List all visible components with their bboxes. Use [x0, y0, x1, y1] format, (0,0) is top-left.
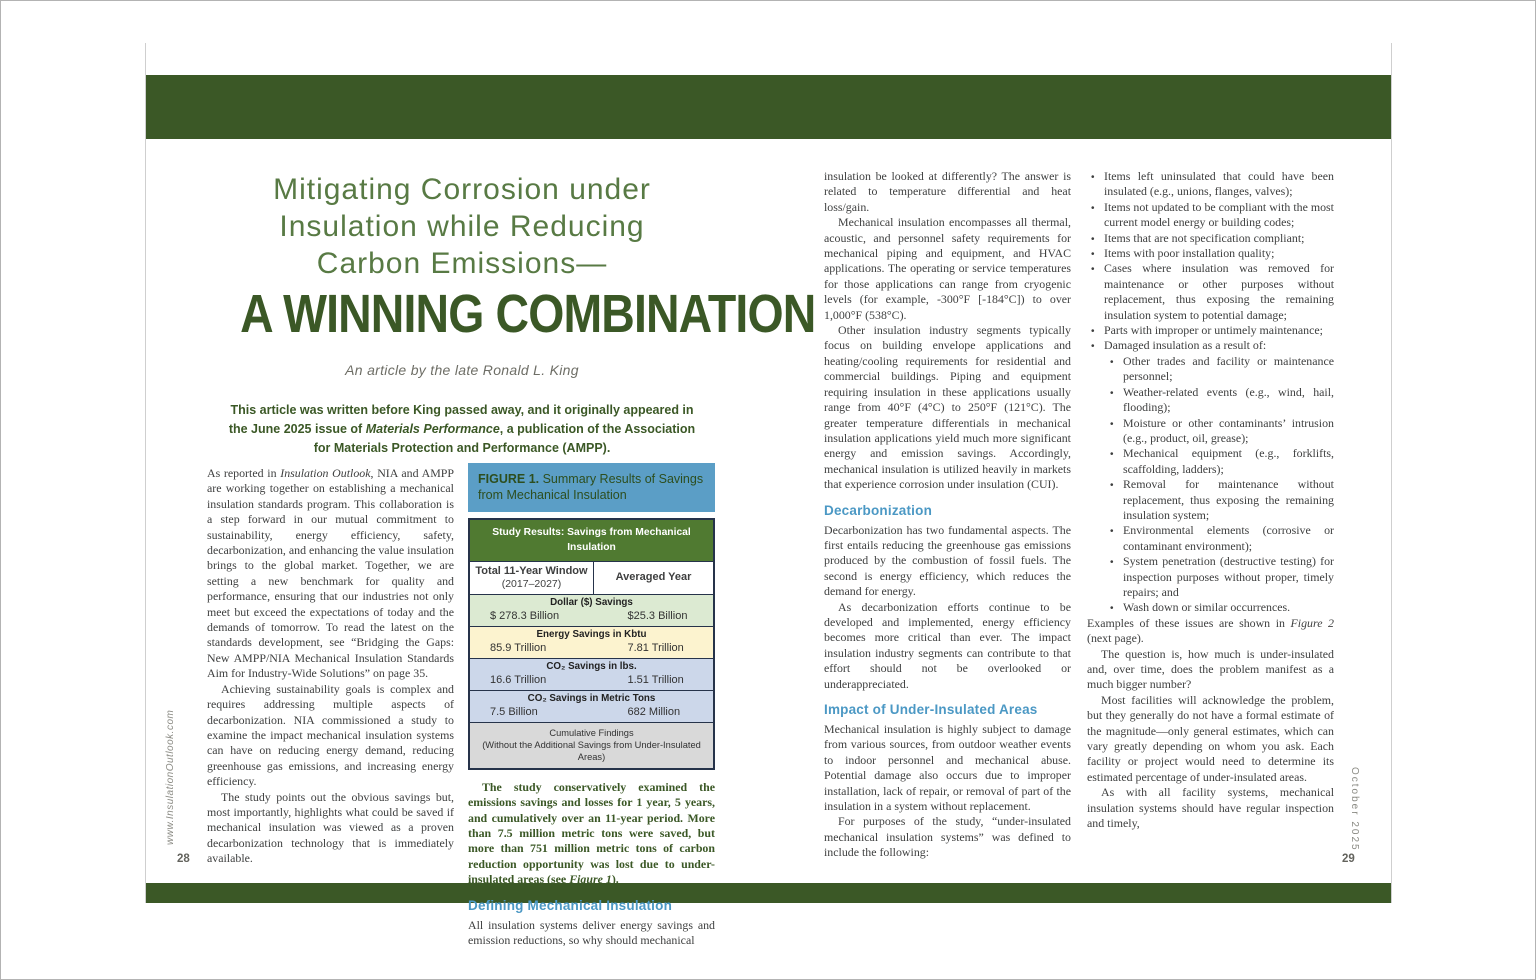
table-section-label: CO₂ Savings in Metric Tons [527, 692, 656, 704]
table-value-averaged-year: 1.51 Trillion [627, 673, 684, 686]
bottom-green-band [146, 883, 1391, 903]
sub-list-item: • Mechanical equipment (e.g., forklifts, scaffolding, ladders); [1087, 446, 1334, 477]
title-line-1: Mitigating Corrosion under [273, 173, 651, 206]
list-item: • Items not updated to be compliant with the most current model energy or building codes; [1087, 200, 1334, 231]
table-section-row [470, 659, 713, 691]
table-section-label: CO₂ Savings in lbs. [546, 660, 637, 672]
column-header-window-line1: Total 11-Year Window [475, 564, 588, 577]
paragraph: Most facilities will acknowledge the problem, but they generally do not have a formal estimate of the magnitude—only general estimates, which can vary greatly depending on whom you ask. Each facility or project would need to determine its estimated percentage of under-insulated areas. [1087, 692, 1334, 784]
page-number-right: 29 [1342, 853, 1355, 865]
sub-list-item: • Removal for maintenance without replacement, thus exposing the remaining insulation system; [1087, 477, 1334, 523]
title-line-2: Insulation while Reducing [279, 210, 645, 243]
column-header-averaged-year: Averaged Year [615, 571, 692, 584]
page-number-left: 28 [177, 853, 190, 865]
table-section-label: Energy Savings in Kbtu [536, 628, 647, 640]
sub-list-item: • Environmental elements (corrosive or contaminant environment); [1087, 523, 1334, 554]
table-value-11-year: 16.6 Trillion [490, 673, 547, 686]
sub-list-item: • System penetration (destructive testing) for inspection purposes without proper, timely repairs; and [1087, 554, 1334, 600]
list-item: • Parts with improper or untimely maintenance; [1087, 323, 1334, 338]
article-title-lines [204, 171, 720, 282]
section-heading: Decarbonization [824, 502, 933, 518]
list-item: • Items with poor installation quality; [1087, 246, 1334, 261]
issue-date-vertical-label: October 2025 [1349, 767, 1360, 852]
article-main-title: A WINNING COMBINATION [240, 284, 816, 344]
magazine-spread [145, 43, 1392, 948]
lead-paragraph: The study conservatively examined the emissions savings and losses for 1 year, 5 years, and cumulatively over an 11-year period. More than 7.5 million metric tons were saved, but more than 751 million metric tons of carbon reduction opportunity was lost due to under-insulated areas (see Figure 1). [468, 779, 715, 887]
top-green-band [146, 75, 1391, 139]
article-column-2 [468, 463, 715, 948]
table-value-averaged-year: 7.81 Trillion [627, 641, 684, 654]
table-value-11-year: 7.5 Billion [490, 705, 538, 718]
sub-list-item: • Moisture or other contaminants’ intrusion (e.g., product, oil, grease); [1087, 416, 1334, 447]
paragraph: The question is, how much is under-insulated and, over time, does the problem manifest as a much bigger number? [1087, 646, 1334, 692]
sub-list-item: • Weather-related events (e.g., wind, hail, flooding); [1087, 385, 1334, 416]
website-vertical-label: www.InsulationOutlook.com [165, 709, 176, 845]
sub-list-item: • Wash down or similar occurrences. [1087, 600, 1334, 615]
table-section-values [470, 610, 713, 623]
paragraph: As reported in Insulation Outlook, NIA and AMPP are working together on establishing a mechanical insulation standards program. This collaboration is a step forward in our mutual commitment to sustainability, energy efficiency, safety, decarbonization, and enhancing the value insulation brings to the global market. Together, we are setting a new benchmark for quality and performance, ensuring that our industries not only meet but exceed the expectations of today and the demands of tomorrow. To read the latest on the standards development, see “Bridging the Gaps: New AMPP/NIA Mechanical Insulation Standards Aim for Industry-Wide Solutions” on page 35. [207, 466, 455, 681]
paragraph: Mechanical insulation is highly subject to damage from various sources, from outdoor weather events to indoor personnel and mechanical abuse. Potential damage also occurs due to improper installation, lack of repair, or removal of part of the insulation in a system without replacement. [824, 722, 1071, 814]
editor-note: This article was written before King passed away, and it originally appeared in the June 2025 issue of Materials Performance, a publication of the Association for Materials Protection and Performance (AMPP). [228, 403, 696, 455]
table-section-values [470, 674, 713, 687]
paragraph: Mechanical insulation encompasses all thermal, acoustic, and personnel safety requirements for mechanical piping and equipment, and HVAC applications. The operating or service temperatures for those applications can range from cryogenic levels (for example, -300°F [-184°C]) to over 1,000°F (538°C). [824, 215, 1071, 322]
table-value-11-year: $ 278.3 Billion [490, 609, 560, 622]
paragraph: insulation be looked at differently? The answer is related to temperature differential and heat loss/gain. [824, 169, 1071, 214]
paragraph: Examples of these issues are shown in Figure 2 (next page). [1087, 615, 1334, 646]
paragraph: All insulation systems deliver energy savings and emission reductions, so why should mechanical [468, 917, 715, 948]
article-byline: An article by the late Ronald L. King [345, 362, 579, 378]
figure-1-caption [468, 463, 715, 512]
paragraph: Other insulation industry segments typically focus on building envelope applications and heating/cooling requirements for residential and commercial buildings. Piping and equipment requiring insulation in these applications usually range from 40°F (4°C) to 250°F (121°C). The greater temperature differentials in mechanical insulation applications yield much more significant energy and emission savings. Accordingly, mechanical insulation is utilized heavily in markets that experience corrosion under insulation (CUI). [824, 323, 1071, 492]
table-footer-line2: (Without the Additional Savings from Under-Insulated Areas) [482, 739, 701, 762]
figure-1-caption-text: Summary Results of Savings from Mechanical Insulation [478, 472, 704, 502]
paragraph: The study points out the obvious savings but, most importantly, highlights what could be saved if mechanical insulation was viewed as a proven decarbonization technology that is immediately available. [207, 789, 454, 866]
column-header-window [470, 562, 594, 594]
table-section-row [470, 595, 713, 627]
article-column-3 [824, 169, 1071, 861]
figure-1 [468, 463, 715, 770]
paragraph: As decarbonization efforts continue to be developed and implemented, energy efficiency becomes more critical than ever. The impact insulation industry segments can contribute to that effort should not be overlooked or underappreciated. [824, 599, 1071, 691]
article-title-block [204, 171, 816, 378]
table-section-row [470, 691, 713, 723]
table-section-row [470, 627, 713, 659]
article-column-1 [207, 466, 454, 867]
article-column-4 [1087, 169, 1334, 831]
list-item: • Items left uninsulated that could have been insulated (e.g., unions, flanges, valves); [1087, 169, 1334, 200]
sub-list-item: • Other trades and facility or maintenance personnel; [1087, 354, 1334, 385]
list-item: • Items that are not specification compliant; [1087, 231, 1334, 246]
column-header-window-line2: (2017–2027) [501, 577, 562, 590]
list-item: • Cases where insulation was removed for maintenance or other purposes without replacement, thus exposing the remaining insulation system to potential damage; [1087, 261, 1334, 323]
section-heading: Impact of Under-Insulated Areas [824, 702, 1038, 717]
table-footer-line1: Cumulative Findings [549, 727, 634, 738]
section-heading: Defining Mechanical Insulation [468, 897, 673, 913]
table-value-11-year: 85.9 Trillion [490, 641, 547, 654]
figure-1-table [468, 518, 715, 770]
article-column-2-text [468, 780, 715, 949]
title-line-3: Carbon Emissions— [316, 247, 608, 280]
table-column-headers [470, 562, 713, 595]
table-footer [470, 723, 713, 768]
paragraph: Achieving sustainability goals is complex and requires addressing multiple aspects of decarbonization. NIA commissioned a study to examine the impact mechanical insulation systems can have on reducing energy demand, reducing greenhouse gas emissions, and increasing energy efficiency. [207, 681, 454, 789]
list-item: • Damaged insulation as a result of: [1087, 338, 1334, 353]
table-section-label: Dollar ($) Savings [550, 596, 633, 608]
paragraph: For purposes of the study, “under-insulated mechanical insulation systems” was defined to include the following: [824, 814, 1071, 860]
table-value-averaged-year: $25.3 Billion [627, 609, 688, 622]
table-value-averaged-year: 682 Million [627, 705, 681, 718]
table-section-values [470, 706, 713, 719]
paragraph: Decarbonization has two fundamental aspects. The first entails reducing the greenhouse gas emissions produced by the combustion of fossil fuels. The second is energy efficiency, which reduces the demand for energy. [824, 522, 1071, 599]
table-sections [470, 595, 713, 723]
figure-1-caption-label: FIGURE 1. [478, 472, 540, 486]
table-section-values [470, 642, 713, 655]
table-title-row: Study Results: Savings from Mechanical Insulation [470, 520, 713, 562]
paragraph: As with all facility systems, mechanical insulation systems should have regular inspection and timely, [1087, 785, 1334, 831]
